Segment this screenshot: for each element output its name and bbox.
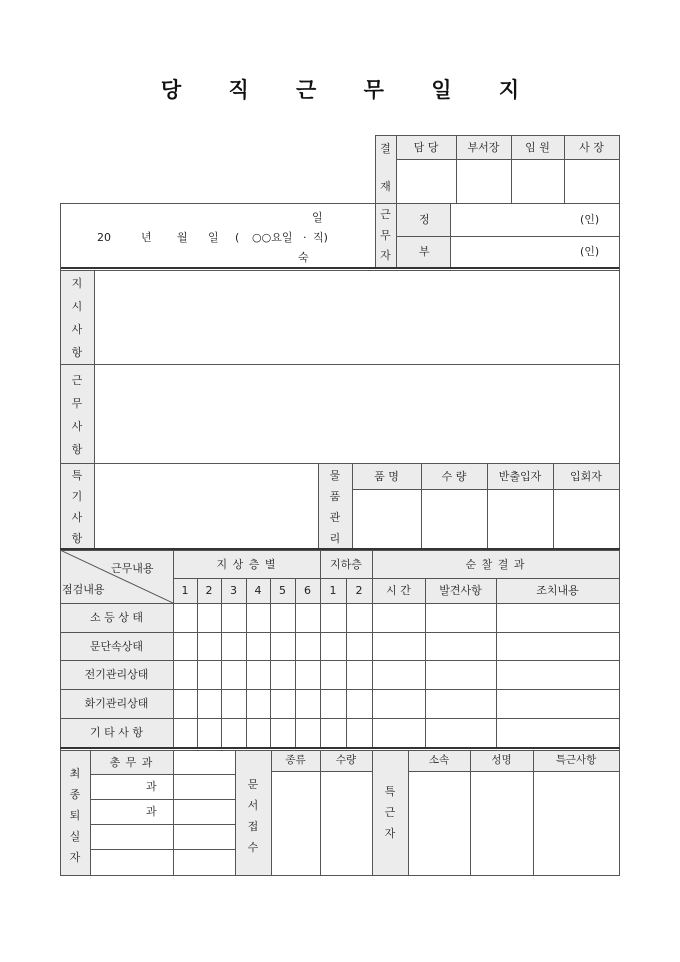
- duty-header-notes: 특근사항: [555, 754, 597, 767]
- inspection-grid-cells[interactable]: [174, 604, 619, 746]
- approval-header-dept-head: 부서장: [467, 140, 500, 154]
- duty-name-cell[interactable]: [471, 772, 532, 874]
- final-row-dept-1: 과: [146, 780, 157, 793]
- floor-num-3: 3: [230, 584, 237, 597]
- docs-type-cell[interactable]: [272, 772, 319, 874]
- diag-top-label: 근무내용: [111, 562, 154, 575]
- date-il: 일: [312, 211, 323, 224]
- approval-label-2: 재: [380, 179, 391, 193]
- special-content[interactable]: [95, 464, 317, 547]
- worker-secondary-seal: (인): [580, 245, 600, 258]
- floor-num-6: 6: [304, 584, 311, 597]
- duty-label: 특 근 자: [384, 785, 396, 840]
- goods-header-item: 품 명: [374, 469, 399, 483]
- approval-sign-cell-4[interactable]: [565, 160, 618, 202]
- floor-num-1: 1: [181, 584, 189, 597]
- patrol-col-action: 조치내용: [536, 584, 579, 597]
- ground-floor-header: 지 상 층 별: [216, 557, 277, 571]
- duty-header-name: 성명: [491, 754, 512, 767]
- docs-header-type: 종류: [285, 754, 306, 767]
- basement-num-1: 1: [329, 584, 337, 597]
- docs-qty-cell[interactable]: [321, 772, 371, 874]
- final-row-dept-2: 과: [146, 805, 157, 818]
- date-jik: 직): [313, 231, 328, 244]
- approval-sign-cell-2[interactable]: [457, 160, 510, 202]
- instructions-label: 지 시 사 항: [71, 277, 83, 359]
- patrol-col-findings: 발견사항: [439, 584, 482, 597]
- floor-num-4: 4: [254, 584, 262, 597]
- goods-item-cell[interactable]: [353, 490, 420, 547]
- inspection-row-fire: 화기관리상태: [84, 697, 149, 710]
- date-prefix: 20: [97, 231, 111, 244]
- work-label: 근 무 사 항: [71, 374, 83, 456]
- basement-header: 지하층: [330, 557, 362, 571]
- approval-header-president: 사 장: [579, 140, 604, 154]
- duty-header-dept: 소속: [428, 754, 450, 767]
- docs-header-qty: 수량: [335, 754, 357, 767]
- goods-header-carrier: 반출입자: [498, 469, 542, 483]
- inspection-row-locks: 문단속상태: [89, 639, 144, 653]
- patrol-header: 순 찰 결 과: [465, 557, 526, 571]
- inspection-row-electric: 전기관리상태: [84, 668, 149, 681]
- goods-qty-cell[interactable]: [422, 490, 486, 547]
- special-label: 특 기 사 항: [71, 469, 83, 545]
- worker-label-3: 자: [380, 248, 391, 262]
- floor-num-5: 5: [279, 584, 286, 597]
- instructions-content[interactable]: [95, 271, 618, 363]
- final-row-general-affairs: 총 무 과: [109, 755, 154, 769]
- date-line[interactable]: [60, 203, 375, 267]
- goods-carrier-cell[interactable]: [488, 490, 552, 547]
- date-weekday: ○○요일: [252, 231, 293, 244]
- worker-primary-label: 정: [419, 213, 430, 226]
- goods-header-witness: 입회자: [570, 469, 602, 483]
- basement-num-2: 2: [355, 584, 363, 597]
- page-title: 당 직 근 무 일 지: [160, 77, 540, 102]
- date-day: 일: [208, 231, 219, 244]
- inspection-row-lights: 소 등 상 태: [90, 611, 143, 624]
- goods-header-qty: 수 량: [441, 469, 467, 483]
- docs-label: 문 서 접 수: [247, 778, 259, 854]
- approval-header-executive: 임 원: [525, 140, 550, 154]
- approval-header-manager: 담 당: [413, 140, 439, 154]
- worker-label-2: 무: [380, 228, 391, 242]
- worker-secondary-label: 부: [419, 245, 430, 258]
- date-month: 월: [177, 231, 188, 244]
- final-exit-label: 최 종 퇴 실 자: [69, 767, 81, 864]
- date-suk: 숙: [298, 251, 309, 264]
- worker-label-1: 근: [380, 207, 391, 221]
- date-dot: ·: [303, 231, 307, 244]
- work-content[interactable]: [95, 365, 618, 462]
- diag-bottom-label: 점검내용: [62, 583, 105, 596]
- inspection-row-other: 기 타 사 항: [90, 726, 143, 739]
- date-paren-open: (: [235, 231, 240, 244]
- duty-notes-cell[interactable]: [534, 772, 618, 874]
- floor-num-2: 2: [205, 584, 213, 597]
- worker-primary-seal: (인): [580, 213, 600, 226]
- goods-witness-cell[interactable]: [554, 490, 618, 547]
- duty-dept-cell[interactable]: [409, 772, 469, 874]
- date-year: 년: [141, 231, 152, 244]
- patrol-col-time: 시 간: [386, 584, 411, 597]
- approval-sign-cell-1[interactable]: [397, 160, 455, 202]
- goods-label: 물 품 관 리: [329, 469, 341, 545]
- approval-label-1: 결: [380, 141, 391, 155]
- final-exit-name-cells[interactable]: [174, 751, 234, 874]
- approval-sign-cell-3[interactable]: [512, 160, 563, 202]
